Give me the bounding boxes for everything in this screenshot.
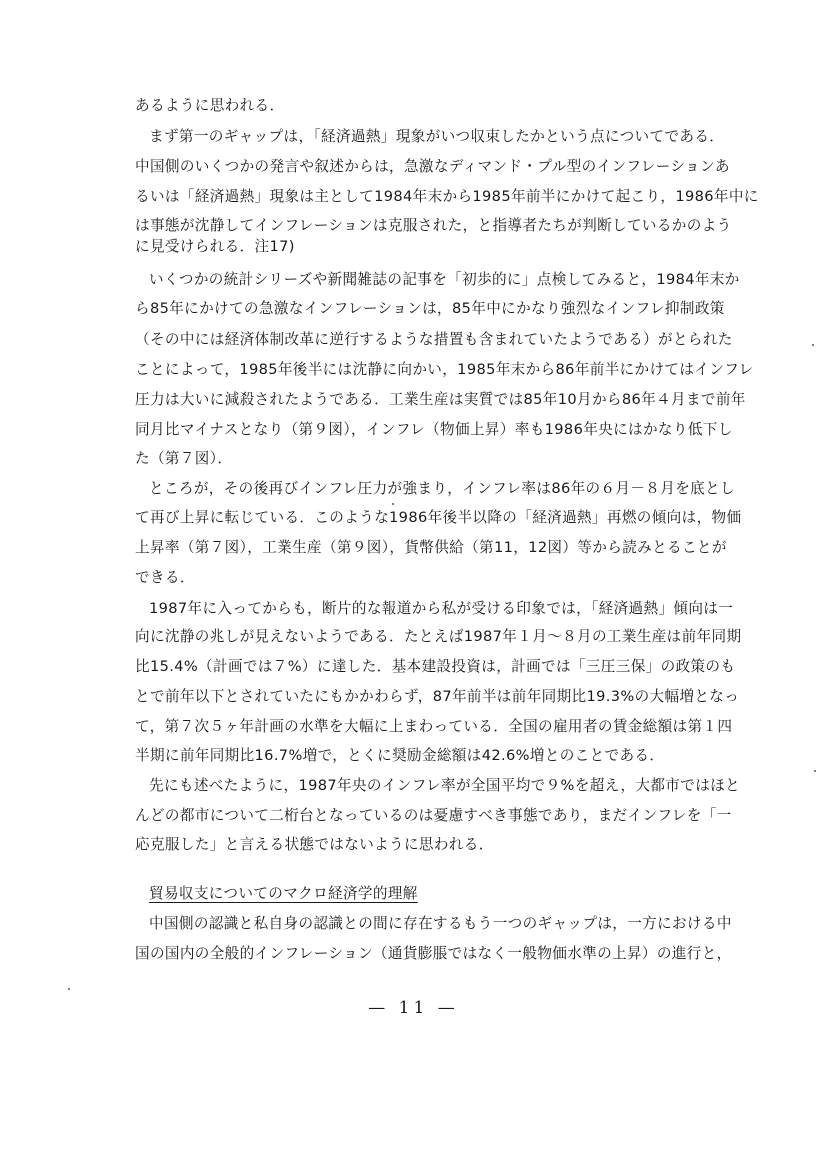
- text-line: 先にも述べたように，1987年央のインフレ率が全国平均で９%を超え，大都市ではほと: [149, 777, 741, 794]
- text-line: 国の国内の全般的インフレーション（通貨膨脹ではなく一般物価水準の上昇）の進行と，: [135, 945, 732, 962]
- text-line: 比15.4%（計画では７%）に達した．基本建設投資は，計画では「三圧三保」の政策のも: [135, 658, 736, 675]
- text-line: 圧力は大いに減殺されたようである．工業生産は実質では85年10月から86年４月まで前年: [135, 391, 746, 408]
- text-line: 中国側のいくつかの発言や叙述からは，急激なディマンド・プル型のインフレーションあ: [135, 158, 730, 175]
- scan-speck: [392, 503, 394, 505]
- text-line: ら85年にかけての急激なインフレーションは，85年中にかなり強烈なインフレ抑制政策: [135, 300, 725, 317]
- text-line: 応克服した」と言える状態ではないように思われる．: [135, 836, 494, 853]
- text-line: とで前年以下とされていたにもかかわらず，87年前半は前年同期比19.3%の大幅増となっ: [135, 688, 740, 705]
- text-line: 1987年に入ってからも，断片的な報道から私が受ける印象では，「経済過熱」傾向は一: [149, 600, 734, 617]
- text-line: るいは「経済過熱」現象は主として1984年末から1985年前半にかけて起こり，1986年中に: [135, 188, 759, 205]
- text-line: て，第７次５ヶ年計画の水準を大幅に上まわっている．全国の雇用者の賃金総額は第１四: [135, 718, 733, 735]
- text-line: あるように思われる．: [135, 97, 285, 114]
- scan-speck: [812, 344, 814, 346]
- text-line: 半期に前年同期比16.7%増で，とくに奨励金総額は42.6%増とのことである．: [135, 747, 665, 764]
- page-number: — 11 —: [368, 998, 459, 1018]
- text-line: に見受けられる．注17): [135, 238, 295, 255]
- text-line: いくつかの統計シリーズや新聞雑誌の記事を「初歩的に」点検してみると，1984年末か: [149, 271, 740, 288]
- text-line: （その中には経済体制改革に逆行するような措置も含まれていたようである）がとられた: [135, 331, 733, 348]
- text-line: て再び上昇に転じている．このような1986年後半以降の「経済過熱」再燃の傾向は，物価: [135, 509, 742, 526]
- text-line: できる．: [135, 569, 195, 586]
- scan-speck: [814, 770, 816, 772]
- text-line: ことによって，1985年後半には沈静に向かい，1985年末から86年前半にかけてはインフレ: [135, 361, 754, 378]
- text-line: は事態が沈静してインフレーションは克服された，と指導者たちが判断しているかのよう: [135, 217, 732, 234]
- text-line: 同月比マイナスとなり（第９図），インフレ（物価上昇）率も1986年央にはかなり低下し: [135, 421, 733, 438]
- scan-speck: [68, 988, 70, 990]
- text-line: 上昇率（第７図），工業生産（第９図），貨幣供給（第11，12図）等から読みとることが: [135, 539, 727, 556]
- text-line: ところが，その後再びインフレ圧力が強まり，インフレ率は86年の６月－８月を底とし: [149, 480, 735, 497]
- section-heading: 貿易収支についてのマクロ経済学的理解: [149, 885, 418, 902]
- text-line: た（第７図）．: [135, 450, 233, 467]
- text-line: まず第一のギャップは，「経済過熱」現象がいつ収束したかという点についてである．: [149, 128, 725, 145]
- text-line: 中国側の認識と私自身の認識との間に存在するもう一つのギャップは，一方における中: [149, 915, 732, 932]
- text-line: んどの都市について二桁台となっているのは憂慮すべき事態であり，まだインフレを「一: [135, 807, 732, 824]
- text-line: 向に沈静の兆しが見えないようである．たとえば1987年１月～８月の工業生産は前年同期: [135, 628, 742, 645]
